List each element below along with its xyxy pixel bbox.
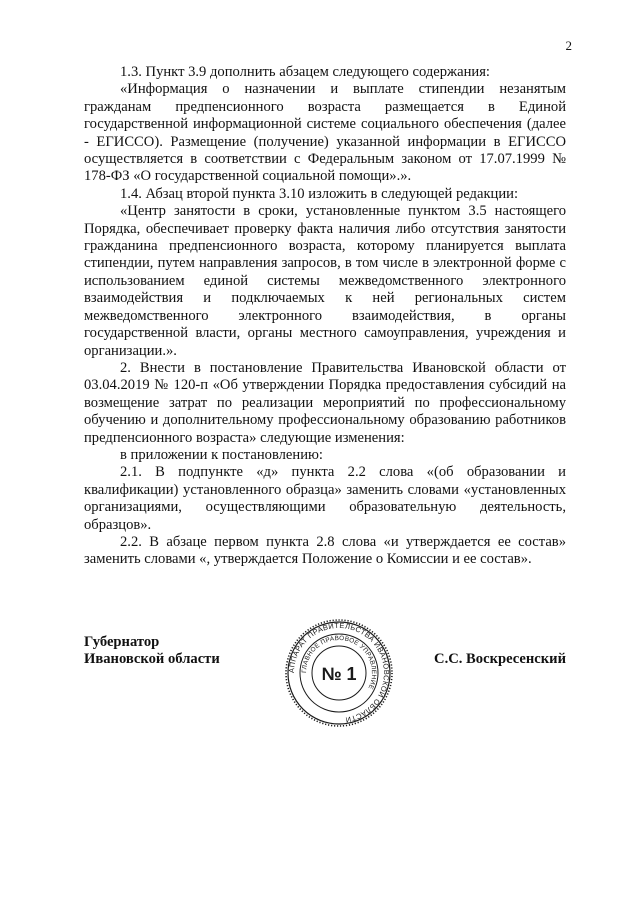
seal-outer-text: АППАРАТ ПРАВИТЕЛЬСТВА ИВАНОВСКОЙ ОБЛАСТИ bbox=[286, 620, 392, 725]
paragraph-appendix: в приложении к постановлению: bbox=[120, 446, 323, 463]
paragraph-2-2: 2.2. В абзаце первом пункта 2.8 слова «и утверждается ее состав» заменить словами «, утверждается Положение о Комиссии и ее состав». bbox=[84, 533, 566, 568]
paragraph-employment-center: «Центр занятости в сроки, установленные пунктом 3.5 настоящего Порядка, обеспечивает проверку факта наличия либо отсутствия занятости гражданина предпенсионного возраста, которому планируется выплата стипендии, путем направления запросов, в том числе в электронной форме с использованием единой системы межведомственного электронного взаимодействия и подключаемых к ней региональных систем межведомственного электронного взаимодействия, в органы государственной власти, органы местного самоуправления, учреждения и организации.». bbox=[84, 203, 566, 359]
paragraph-1-4: 1.4. Абзац второй пункта 3.10 изложить в следующей редакции: bbox=[120, 185, 519, 202]
seal-center-number: № 1 bbox=[321, 664, 357, 684]
paragraph-egisso-info: «Информация о назначении и выплате стипендии незанятым гражданам предпенсионного возраста размещается в Единой государственной информационной системе социального обеспечения (далее - ЕГИССО). Размещение (получение) указанной информации в ЕГИССО осуществляется в соответствии с Федеральным законом от 17.07.1999 № 178-ФЗ «О государственной социальной помощи».». bbox=[84, 81, 566, 185]
signature-block bbox=[84, 620, 566, 730]
paragraph-2-1: 2.1. В подпункте «д» пункта 2.2 слова «(об образовании и квалификации) установленного образца» заменить словами «установленных организациями, осуществляющими образовательную деятельность, образцов». bbox=[84, 464, 566, 533]
signatory-title-line-1: Губернатор bbox=[84, 634, 160, 650]
page-number: 2 bbox=[565, 38, 572, 53]
document-body bbox=[84, 64, 566, 569]
paragraph-1-3: 1.3. Пункт 3.9 дополнить абзацем следующего содержания: bbox=[120, 64, 490, 80]
signatory-title bbox=[84, 634, 220, 669]
official-seal-stamp bbox=[284, 618, 394, 728]
seal-inner-text: ГЛАВНОЕ ПРАВОВОЕ УПРАВЛЕНИЕ bbox=[300, 634, 378, 691]
paragraph-2: 2. Внести в постановление Правительства Ивановской области от 03.04.2019 № 120-п «Об утверждении Порядка предоставления субсидий на возмещение затрат по реализации мероприятий по профессиональному обучению и дополнительному профессиональному образованию работников предпенсионного возраста» следующие изменения: bbox=[84, 359, 566, 446]
signatory-title-line-2: Ивановской области bbox=[84, 651, 220, 668]
signatory-name: С.С. Воскресенский bbox=[434, 651, 566, 667]
